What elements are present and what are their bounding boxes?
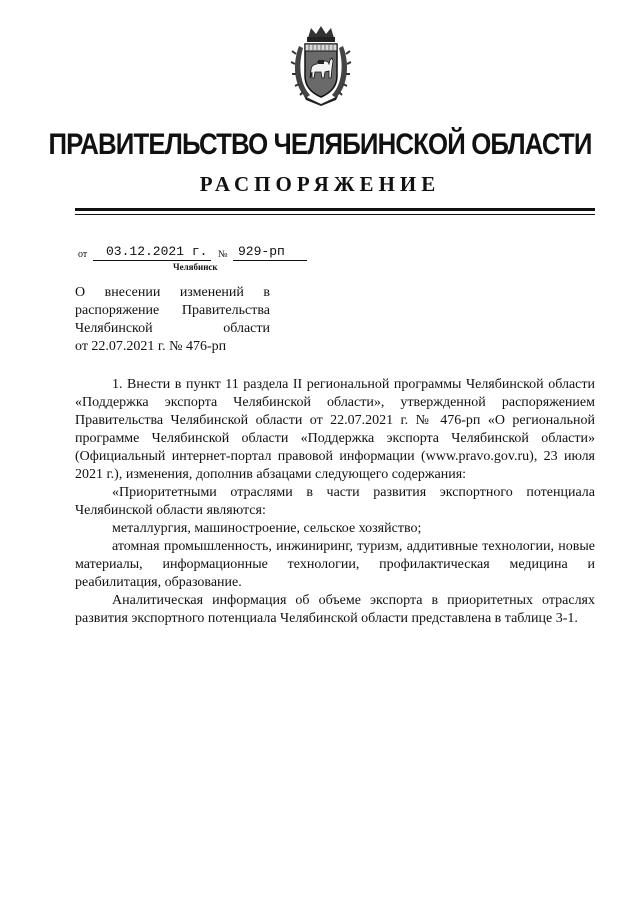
document-date: 03.12.2021 г. [106,244,208,259]
subject-line: О внесении изменений в [75,285,270,300]
date-underline [93,260,211,261]
document-body [75,376,595,628]
issue-city: Челябинск [173,262,218,272]
body-paragraph: «Приоритетными отраслями в части развития экспортного потенциала Челябинской области являются: [75,485,595,518]
number-label: № [218,249,228,260]
body-paragraph: 1. Внести в пункт 11 раздела II региональной программы Челябинской области «Поддержка экспорта Челябинской области», утвержденной распоряжением Правительства Челябинской области от 22.07.2021 г. № 476-рп «О региональной программе Челябинской области «Поддержка экспорта Челябинской области» (Официальный интернет-портал правовой информации (www.pravo.gov.ru), 23 июля 2021 г.), изменения, дополнив абзацами следующего содержания: [75,377,595,482]
body-paragraph: Аналитическая информация об объеме экспорта в приоритетных отраслях развития экспортного потенциала Челябинской области представлена в таблице 3-1. [75,593,595,626]
date-label: от [78,249,88,260]
number-underline [233,260,307,261]
header-rule-thin [75,214,595,215]
body-paragraph: металлургия, машиностроение, сельское хозяйство; [112,521,422,536]
subject-line: Челябинской области [75,321,270,336]
chelyabinsk-coat-of-arms-icon [290,24,352,106]
government-title: ПРАВИТЕЛЬСТВО ЧЕЛЯБИНСКОЙ ОБЛАСТИ [48,128,592,161]
document-type: РАСПОРЯЖЕНИЕ [199,172,441,196]
document-number: 929-рп [238,244,285,259]
subject-line: от 22.07.2021 г. № 476-рп [75,339,227,354]
subject-line: распоряжение Правительства [75,303,270,318]
header-rule-thick [75,208,595,211]
body-paragraph: атомная промышленность, инжиниринг, туризм, аддитивные технологии, новые материалы, информационные технологии, профилактическая медицина и реабилитация, образование. [75,539,595,590]
document-subject [75,284,270,356]
